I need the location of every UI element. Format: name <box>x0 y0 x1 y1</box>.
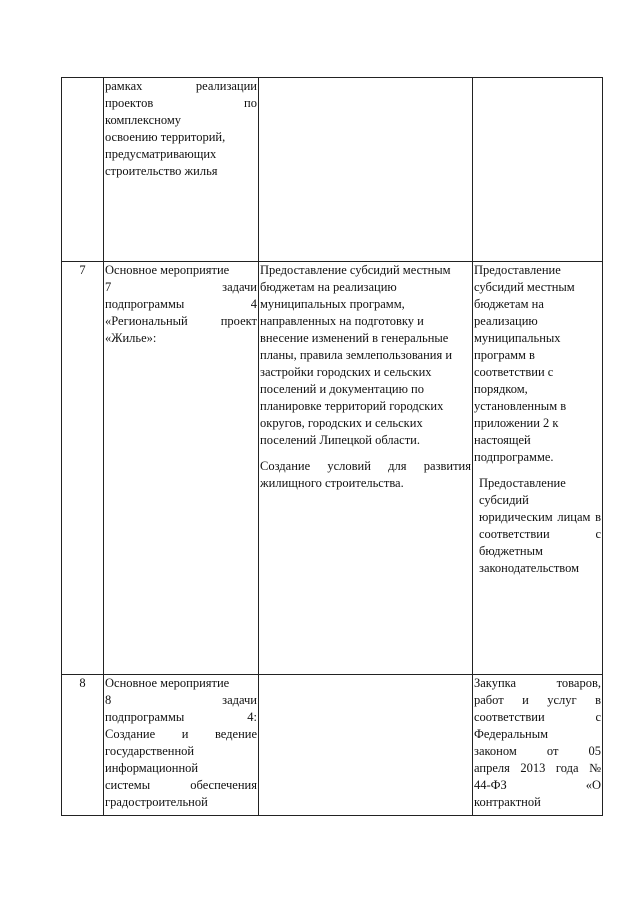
event-line: подпрограммы 4 <box>105 297 257 311</box>
mechanism-line: Федеральным <box>474 727 549 741</box>
mechanism-line: апреля 2013 года № <box>474 761 601 775</box>
event-cell <box>104 78 259 262</box>
event-line: системы обеспечения <box>105 778 257 792</box>
event-line: Основное мероприятие <box>105 263 230 277</box>
mechanism-line: соответствии с <box>474 710 601 724</box>
event-line: предусматривающих <box>105 147 217 161</box>
event-line: комплексному <box>105 113 182 127</box>
measures-table <box>61 77 603 816</box>
row-number-cell: 8 <box>62 675 104 816</box>
event-line: информационной <box>105 761 199 775</box>
table-row <box>62 675 603 816</box>
mechanism-line: контрактной <box>474 795 541 809</box>
event-line: проектов по <box>105 96 257 110</box>
mechanism-line: работ и услуг в <box>474 693 601 707</box>
description-paragraph: Создание условий для развития жилищного строительства. <box>260 459 471 490</box>
mechanism-line: Закупка товаров, <box>474 676 601 690</box>
event-cell <box>104 675 259 816</box>
mechanism-cell <box>473 262 603 675</box>
event-line: 7 задачи <box>105 280 257 294</box>
mechanism-cell <box>473 78 603 262</box>
event-line: государственной <box>105 744 195 758</box>
event-line: 8 задачи <box>105 693 257 707</box>
description-paragraph: Предоставление субсидий местным бюджетам на реализацию муниципальных программ, направленных на подготовку и внесение изменений в генеральные планы, правила землепользования и застройки городских и сельских поселений и документацию по планировке территорий городских округов, городских и сельских поселений Липецкой области. <box>260 263 453 447</box>
table-row <box>62 78 603 262</box>
row-number-cell <box>62 78 104 262</box>
mechanism-paragraph: Предоставление субсидий юридическим лицам в соответствии с бюджетным законодательством <box>479 476 601 575</box>
mechanism-cell <box>473 675 603 816</box>
event-line: градостроительной <box>105 795 208 809</box>
event-line: освоению территорий, <box>105 130 226 144</box>
event-line: «Региональный проект <box>105 314 257 328</box>
event-line: строительство жилья <box>105 164 218 178</box>
event-cell <box>104 262 259 675</box>
mechanism-paragraph: Предоставление субсидий местным бюджетам на реализацию муниципальных программ в соответствии с порядком, установленным в приложении 2 к настоящей подпрограмме. <box>474 263 575 464</box>
event-line: Основное мероприятие <box>105 676 230 690</box>
mechanism-line: законом от 05 <box>474 744 601 758</box>
mechanism-line: 44-ФЗ «О <box>474 778 601 792</box>
description-cell <box>259 262 473 675</box>
event-line: Создание и ведение <box>105 727 257 741</box>
event-line: подпрограммы 4: <box>105 710 257 724</box>
event-line: «Жилье»: <box>105 331 157 345</box>
table-row <box>62 262 603 675</box>
description-cell <box>259 675 473 816</box>
description-cell <box>259 78 473 262</box>
event-line: рамках реализации <box>105 79 257 93</box>
row-number-cell: 7 <box>62 262 104 675</box>
